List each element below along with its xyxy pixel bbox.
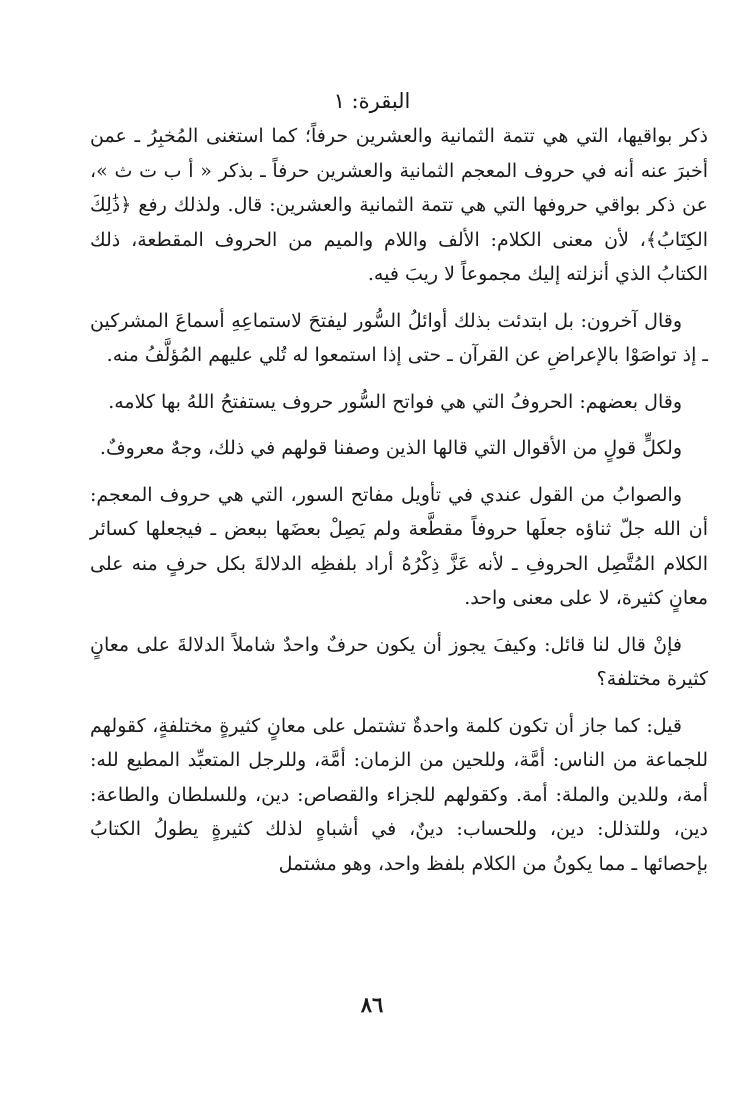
page-body	[90, 119, 708, 893]
paragraph-each-view: ولكلٍّ قولٍ من الأقوال التي قالها الذين وصفنا قولهم في ذلك، وجهٌ معروفٌ.	[99, 437, 682, 459]
paragraph-answer: قيل: كما جاز أن تكون كلمة واحدةٌ تشتمل على معانٍ كثيرةٍ مختلفةٍ، كقولهم للجماعة من الناس: أمَّة، وللحين من الزمان: أمَّة، وللرجل المتعبِّد المطيع لله: أمة، وللدين والملة: أمة. وكقولهم للجزاء والقصاص: دين، وللسلطان والطاعة: دين، وللتذلل: دين، وللحساب: دينٌ، في أشباهٍ لذلك كثيرةٍ يطولُ الكتابُ بإحصائها ـ مما يكونُ من الكلام بلفظ واحد، وهو مشتمل	[90, 714, 708, 875]
paragraph-continuation: ذكر بواقيها، التي هي تتمة الثمانية والعشرين حرفاً؛ كما استغنى المُخبِرُ ـ عمن أخبرَ عنه أنه في حروف المعجم الثمانية والعشرين حرفاً ـ بذكر « أ ب ت ث »، عن ذكر بواقي حروفها التي هي تتمة الثمانية والعشرين: قال. ولذلك رفع ﴿ذَٰلِكَ الكِتَابُ﴾، لأن معنى الكلام: الألف واللام والميم من الحروف المقطعة، ذلك الكتابُ الذي أنزلته إليك مجموعاً لا ريبَ فيه.	[90, 125, 708, 285]
running-title: البقرة: ١	[333, 89, 411, 113]
paragraph-other-opinion: وقال آخرون: بل ابتدئت بذلك أوائلُ السُّور ليفتحَ لاستماعِهِ أسماعَ المشركين ـ إذ تواصَوْا بالإعراضِ عن القرآن ـ حتى إذا استمعوا له تُلي عليهم المُؤلَّفُ منه.	[90, 309, 708, 366]
page-number: ٨٦	[360, 992, 384, 1017]
running-header	[0, 86, 744, 116]
paragraph-some-said: وقال بعضهم: الحروفُ التي هي فواتح السُّور حروف يستفتحُ اللهُ بها كلامه.	[108, 390, 682, 413]
paragraph-correct-view: والصوابُ من القول عندي في تأويل مفاتح السور، التي هي حروف المعجم: أن الله جلّ ثناؤه جعلَها حروفاً مقطَّعة ولم يَصِلْ بعضَها ببعض ـ فيجعلها كسائر الكلام المُتَّصِل الحروفِ ـ لأنه عَزَّ ذِكْرُهُ أراد بلفظِه الدلالةَ بكل حرفٍ منه على معانٍ كثيرة، لا على معنى واحد.	[90, 483, 708, 609]
paragraph-question: فإنْ قال لنا قائل: وكيفَ يجوز أن يكون حرفٌ واحدٌ شاملاً الدلالةَ على معانٍ كثيرة مختلفة؟	[90, 633, 708, 690]
page-footer	[0, 990, 744, 1020]
